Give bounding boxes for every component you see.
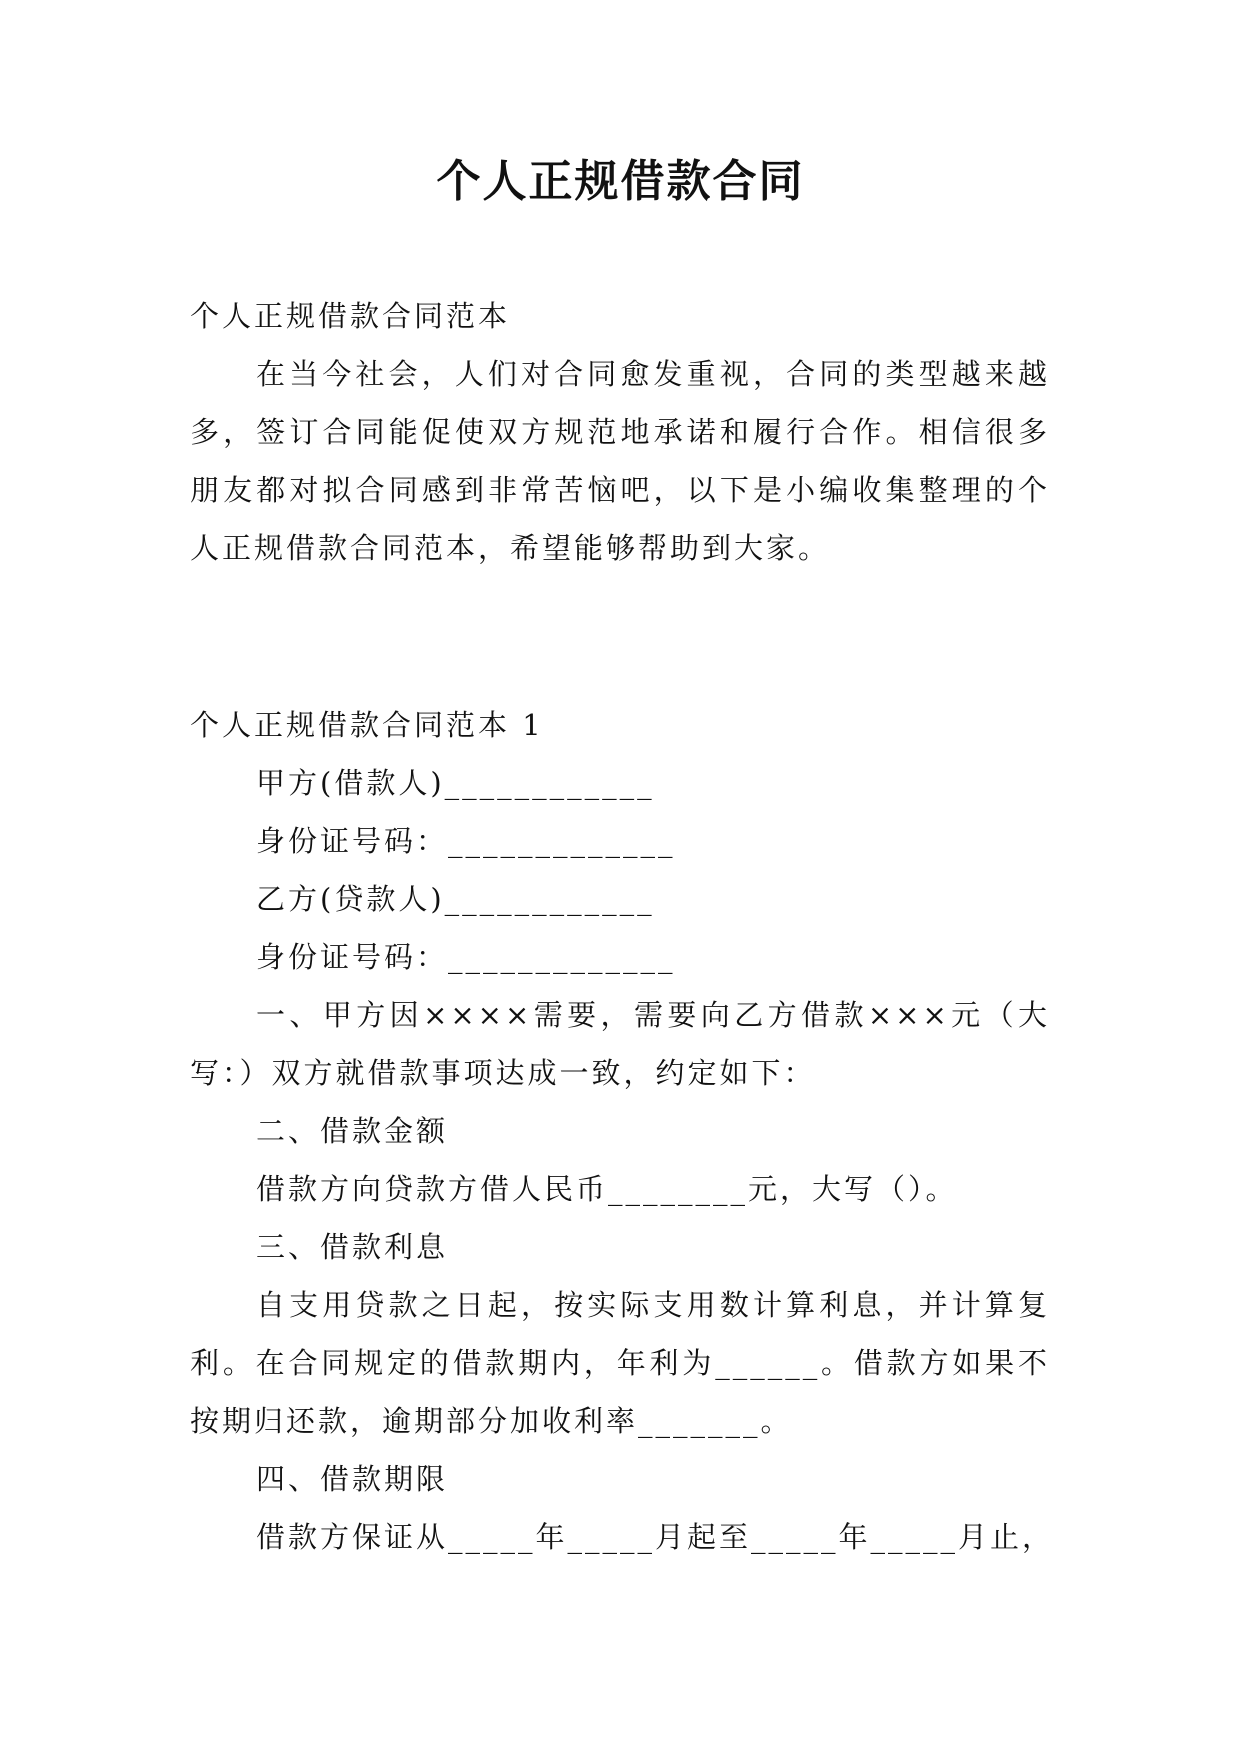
clause-4-heading: 四、借款期限 [256, 1462, 449, 1496]
clause-2-text: 借款方向贷款方借人民币________元，大写（）。 [256, 1172, 958, 1206]
clause-3-text: 自支用贷款之日起，按实际支用数计算利息，并计算复利。在合同规定的借款期内，年利为______。借款方如果不按期归还款，逾期部分加收利率_______。 [190, 1288, 1050, 1438]
intro-paragraph: 在当今社会，人们对合同愈发重视，合同的类型越来越多，签订合同能促使双方规范地承诺和履行合作。相信很多朋友都对拟合同感到非常苦恼吧，以下是小编收集整理的个人正规借款合同范本，希望能够帮助到大家。 [190, 357, 1050, 565]
subtitle: 个人正规借款合同范本 [190, 299, 511, 333]
clause-2-heading: 二、借款金额 [256, 1114, 449, 1148]
party-a-field: 甲方(借款人)____________ [256, 766, 655, 800]
clause-3-heading: 三、借款利息 [256, 1230, 449, 1264]
party-b-id-field: 身份证号码：_____________ [256, 940, 676, 974]
party-b-field: 乙方(贷款人)____________ [256, 882, 655, 916]
document-title: 个人正规借款合同 [436, 156, 805, 207]
contract-block [190, 696, 1055, 1566]
party-a-id-field: 身份证号码：_____________ [256, 824, 676, 858]
section-title: 个人正规借款合同范本 1 [190, 708, 544, 742]
intro-block [190, 287, 1050, 577]
clause-1: 一、甲方因××××需要，需要向乙方借款×××元（大写：）双方就借款事项达成一致，约定如下： [190, 998, 1050, 1090]
clause-4-text: 借款方保证从_____年_____月起至_____年_____月止， [256, 1520, 1055, 1554]
